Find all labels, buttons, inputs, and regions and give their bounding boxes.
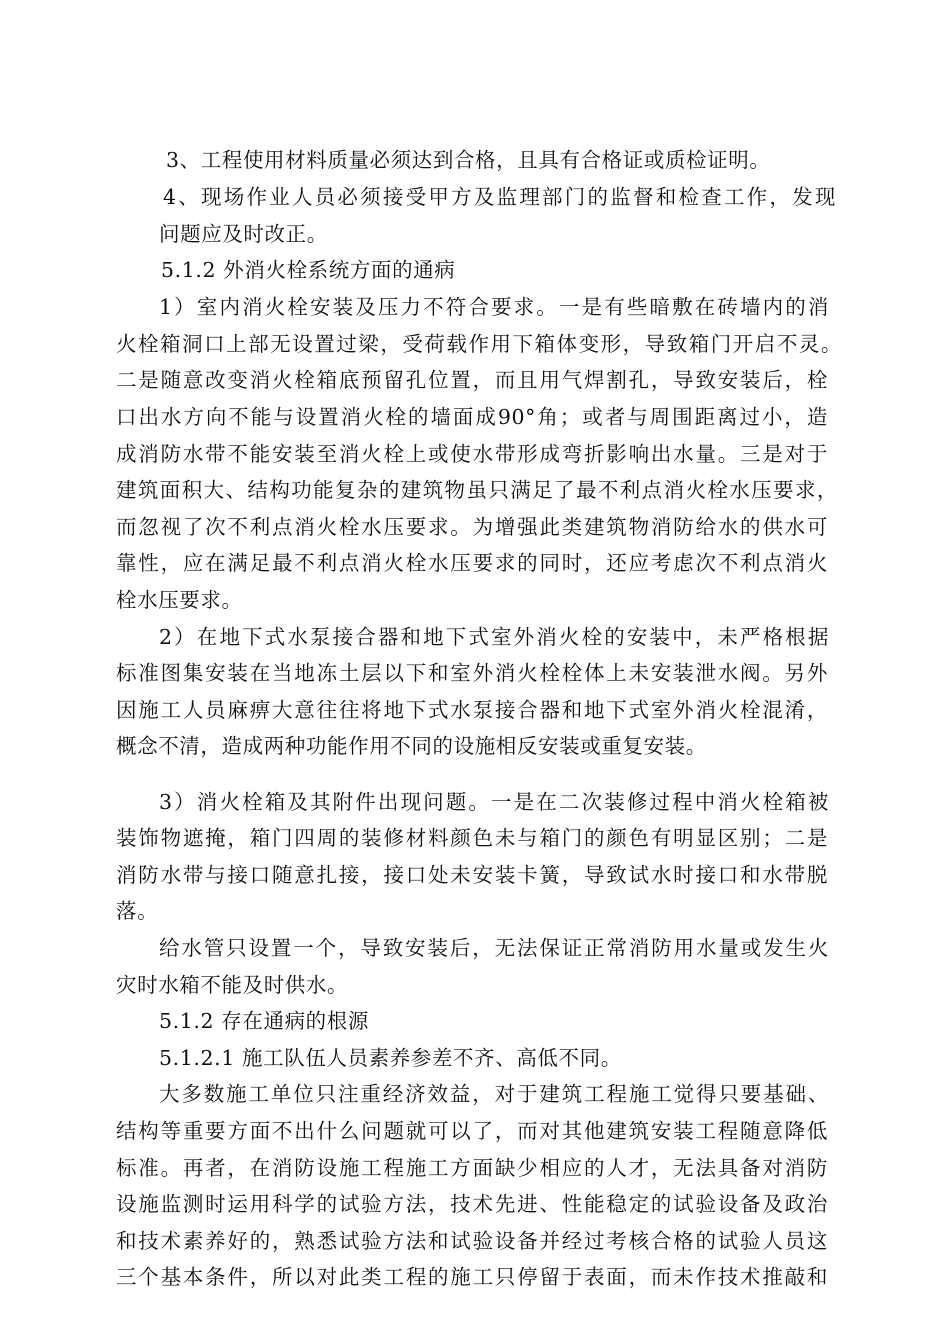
- text-line: 4、现场作业人员必须接受甲方及监理部门的监督和检查工作，发现: [163, 185, 836, 209]
- text-line: 三个基本条件，所以对此类工程的施工只停留于表面，而未作技术推敲和: [116, 1265, 828, 1289]
- text-line: 给水管只设置一个，导致安装后，无法保证正常消防用水量或发生火: [159, 936, 829, 960]
- section-heading: 5.1.2 外消火栓系统方面的通病: [161, 258, 456, 282]
- text-line: 3、工程使用材料质量必须达到合格，且具有合格证或质检证明。: [166, 148, 771, 172]
- text-line: 灾时水箱不能及时供水。: [116, 973, 349, 997]
- text-line: 和技术素养好的，熟悉试验方法和试验设备并经过考核合格的试验人员这: [116, 1229, 828, 1253]
- text-line: 标准图集安装在当地冻土层以下和室外消火栓栓体上未安装泄水阀。另外: [116, 661, 828, 685]
- text-line: 栓水压要求。: [116, 588, 243, 612]
- text-line: 大多数施工单位只注重经济效益，对于建筑工程施工觉得只要基础、: [159, 1082, 829, 1106]
- text-line: 火栓箱洞口上部无设置过梁，受荷载作用下箱体变形，导致箱门开启不灵。: [116, 332, 842, 356]
- text-line: 1）室内消火栓安装及压力不符合要求。一是有些暗敷在砖墙内的消: [159, 295, 829, 319]
- text-line: 问题应及时改正。: [159, 222, 328, 246]
- text-line: 成消防水带不能安装至消火栓上或使水带形成弯折影响出水量。三是对于: [116, 442, 828, 466]
- text-line: 消防水带与接口随意扎接，接口处未安装卡簧，导致试水时接口和水带脱: [116, 863, 828, 887]
- section-heading: 5.1.2 存在通病的根源: [159, 1009, 369, 1033]
- text-line: 3）消火栓箱及其附件出现问题。一是在二次装修过程中消火栓箱被: [159, 790, 829, 814]
- text-line: 因施工人员麻痹大意往往将地下式水泵接合器和地下式室外消火栓混淆，: [116, 698, 828, 722]
- text-line: 设施监测时运用科学的试验方法，技术先进、性能稳定的试验设备及政治: [116, 1192, 828, 1216]
- text-line: 结构等重要方面不出什么问题就可以了，而对其他建筑安装工程随意降低: [116, 1119, 828, 1143]
- text-line: 标准。再者，在消防设施工程施工方面缺少相应的人才，无法具备对消防: [116, 1156, 828, 1180]
- text-line: 建筑面积大、结构功能复杂的建筑物虽只满足了最不利点消火栓水压要求，: [116, 478, 838, 502]
- section-heading: 5.1.2.1 施工队伍人员素养参差不齐、高低不同。: [159, 1046, 622, 1070]
- text-line: 2）在地下式水泵接合器和地下式室外消火栓的安装中，未严格根据: [159, 625, 829, 649]
- text-line: 概念不清，造成两种功能作用不同的设施相反安装或重复安装。: [116, 734, 707, 758]
- text-line: 装饰物遮掩，箱门四周的装修材料颜色未与箱门的颜色有明显区别；二是: [116, 826, 828, 850]
- text-line: 落。: [116, 899, 159, 923]
- text-line: 二是随意改变消火栓箱底预留孔位置，而且用气焊割孔，导致安装后，栓: [116, 368, 828, 392]
- text-line: 而忽视了次不利点消火栓水压要求。为增强此类建筑物消防给水的供水可: [116, 515, 828, 539]
- text-line: 口出水方向不能与设置消火栓的墙面成90°角；或者与周围距离过小，造: [116, 405, 828, 429]
- text-line: 靠性，应在满足最不利点消火栓水压要求的同时，还应考虑次不利点消火: [116, 551, 828, 575]
